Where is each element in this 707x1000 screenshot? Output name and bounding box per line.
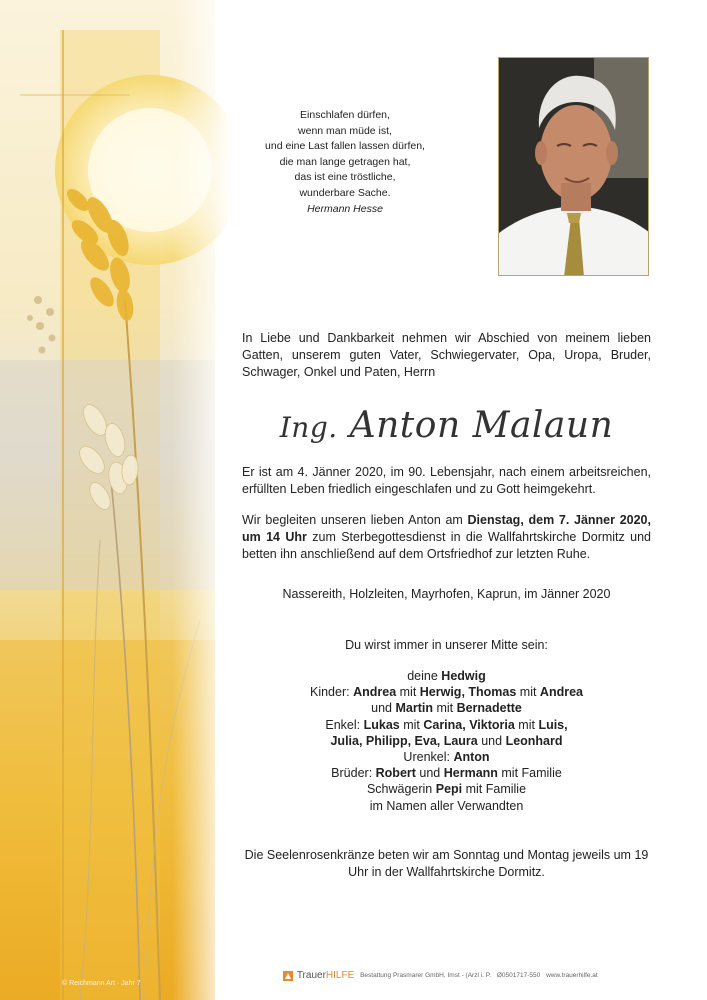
family-row-great-grandchild (242, 749, 651, 765)
quote-line: die man lange getragen hat, (279, 155, 411, 168)
family-row-children (242, 684, 651, 700)
phone-number: Ø0501717-550 (496, 972, 541, 979)
partner-name: Carina, Viktoria (423, 717, 515, 732)
connector: mit (514, 717, 539, 732)
places-date: Nassereith, Holzleiten, Mayrhofen, Kaprun, im Jänner 2020 (282, 587, 611, 601)
label: Schwägerin (366, 782, 436, 797)
great-grandchild-name: Anton (453, 750, 490, 765)
brand-part: Trauer (296, 970, 326, 981)
connector: mit (516, 685, 540, 700)
sister-in-law-name: Pepi (435, 782, 463, 797)
connector: mit (432, 701, 457, 716)
child-name: Andrea (353, 685, 397, 700)
grandchild-name: Lukas (363, 717, 400, 732)
connector: mit Familie (497, 766, 562, 781)
trauerhilfe-logo-icon (283, 971, 293, 981)
connector: und (371, 701, 396, 716)
quote-line: Einschlafen dürfen, (300, 109, 390, 121)
label: deine (407, 669, 442, 683)
death-notice: Er ist am 4. Jänner 2020, im 90. Lebensjahr, nach einem arbeitsreichen, erfüllten Leben friedlich eingeschlafen und zu Gott heimgekehrt. (242, 465, 651, 496)
portrait-photo (498, 57, 649, 276)
partner-name: Andrea (539, 685, 583, 700)
family-row-children-2 (242, 700, 651, 716)
watercolor-grain-artwork (0, 0, 230, 1000)
quote-line: wunderbare Sache. (299, 186, 391, 199)
family-list (242, 668, 651, 814)
funeral-date: Dienstag, dem 7. Jänner 2020, um 14 Uhr (242, 513, 651, 544)
family-row-relatives: im Namen aller Verwandten (369, 798, 524, 813)
rosary-info: Die Seelenrosenkränze beten wir am Sonntag und Montag jeweils um 19 Uhr in der Wallfahrtskirche Dormitz. (244, 848, 649, 879)
family-row-grandchildren-2 (242, 733, 651, 749)
grandchild-names: Julia, Philipp, Eva, Laura (330, 733, 478, 748)
funeral-text-1: Wir begleiten unseren lieben Anton am (242, 513, 468, 527)
brother-name: Robert (375, 766, 416, 781)
label: Enkel: (325, 717, 364, 732)
deceased-fullname: Anton Malaun (349, 405, 614, 446)
brand-name (297, 970, 354, 981)
family-row-brothers (242, 765, 651, 781)
grandchild-name: Luis, (538, 717, 568, 732)
artist-credit: © Reichmann Art · Jahr 7 (62, 980, 141, 987)
family-row-wife (242, 668, 651, 684)
brother-name: Hermann (443, 766, 498, 781)
quote-line: wenn man müde ist, (298, 124, 392, 137)
deceased-title: Ing. (279, 411, 338, 444)
intro-text: In Liebe und Dankbarkeit nehmen wir Abschied von meinem lieben Gatten, unserem guten Vater, Schwiegervater, Opa, Uropa, Bruder, Schwager, Onkel und Paten, Herrn (242, 331, 651, 379)
grandchild-name: Leonhard (505, 733, 563, 748)
company-info: Bestattung Prasmarer GmbH, Imst - (Arzl i. P. (360, 972, 492, 979)
label: Urenkel: (403, 750, 454, 765)
footer (283, 970, 603, 984)
family-row-grandchildren (242, 717, 651, 733)
connector: mit (399, 717, 424, 732)
quote-line: das ist eine tröstliche, (294, 171, 396, 183)
quote-line: und eine Last fallen lassen dürfen, (265, 140, 425, 152)
partner-name: Bernadette (456, 701, 522, 716)
connector: und (477, 733, 506, 748)
quote-author: Hermann Hesse (307, 203, 383, 215)
motto: Du wirst immer in unserer Mitte sein: (345, 638, 548, 652)
wife-name: Hedwig (441, 669, 486, 683)
label: Kinder: (309, 685, 354, 700)
funeral-info (242, 512, 651, 563)
partner-name: Herwig, Thomas (419, 685, 517, 700)
portrait-illustration (499, 58, 649, 276)
connector: und (415, 766, 444, 781)
label: Brüder: (331, 766, 376, 781)
connector: mit (396, 685, 420, 700)
connector: mit Familie (462, 782, 527, 797)
website-link[interactable]: www.trauerhilfe.at (546, 972, 598, 979)
child-name: Martin (395, 701, 433, 716)
hesse-quote (240, 108, 450, 218)
family-row-sister-in-law (242, 781, 651, 797)
brand-part-accent: HILFE (325, 970, 355, 981)
funeral-text-2: zum Sterbegottesdienst in die Wallfahrtskirche Dormitz und betten ihn anschließend auf dem Ortsfriedhof zur letzten Ruhe. (242, 530, 651, 561)
deceased-name (242, 404, 651, 450)
